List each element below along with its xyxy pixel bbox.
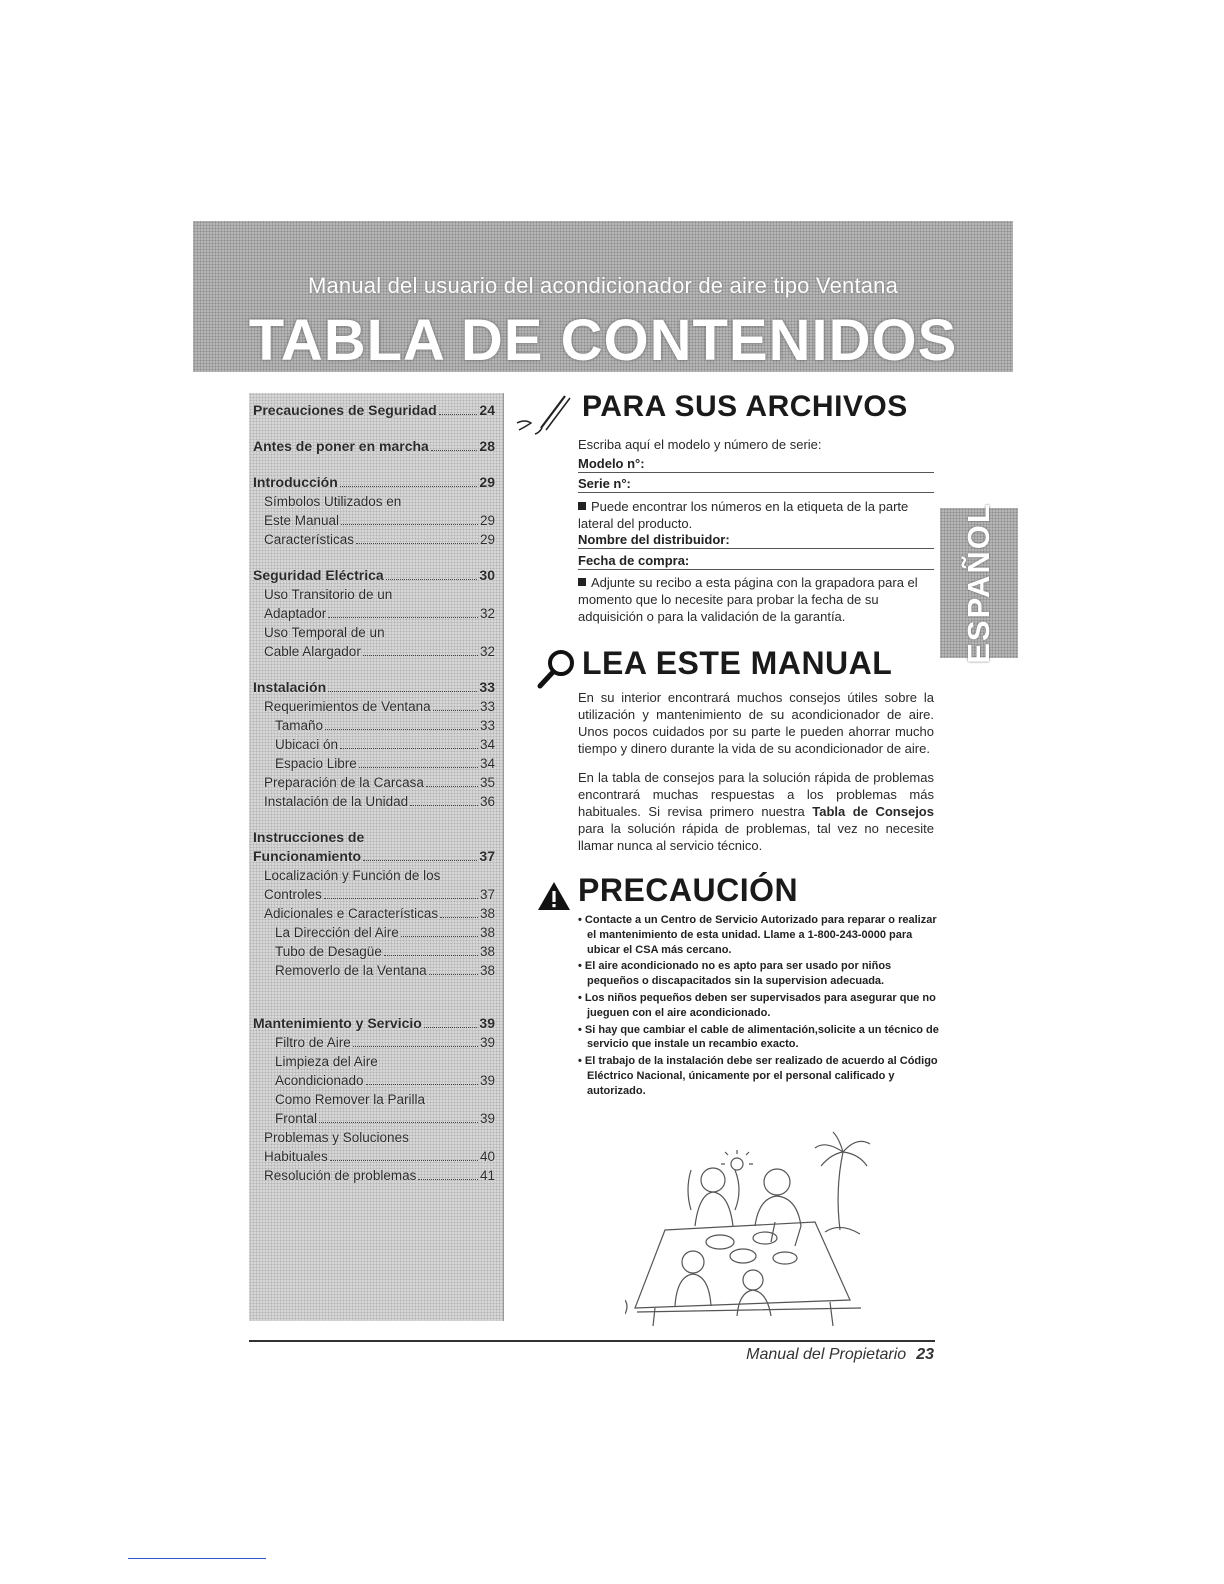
toc-entry[interactable]: Características 29 (264, 532, 495, 547)
precaucion-list (578, 913, 940, 1101)
toc-entry[interactable]: La Dirección del Aire 38 (275, 925, 495, 940)
toc-entry[interactable]: Espacio Libre 34 (275, 756, 495, 771)
footer-text: Manual del Propietario (746, 1346, 907, 1363)
footer-rule (249, 1340, 935, 1342)
toc-entry[interactable]: Cable Alargador 32 (264, 644, 495, 659)
toc-entry[interactable]: Requerimientos de Ventana 33 (264, 699, 495, 714)
toc-entry[interactable]: Tubo de Desagüe 38 (275, 944, 495, 959)
toc-entry[interactable]: Instalación de la Unidad 36 (264, 794, 495, 809)
page-title: TABLA DE CONTENIDOS (248, 308, 958, 373)
table-of-contents (249, 393, 504, 1321)
magnifier-icon (536, 646, 580, 690)
toc-entry[interactable]: Tamaño 33 (275, 718, 495, 733)
toc-entry[interactable]: Adicionales e Características 38 (264, 906, 495, 921)
toc-entry[interactable]: Preparación de la Carcasa 35 (264, 775, 495, 790)
precaucion-title: PRECAUCIÓN (578, 872, 799, 908)
language-tab-label: ESPAÑOL (961, 502, 996, 664)
manual-paragraph-1: En su interior encontrará muchos consejos útiles sobre la utilización y mantenimiento de su acondicionador de aire. Unos pocos cuidados por su parte le pueden ahorrar mucho tiempo y dinero durante la vida de su acondicionador de aire. (578, 690, 934, 756)
list-item: • El aire acondicionado no es apto para ser usado por niños pequeños o discapacitados sin la supervision adecuada. (578, 960, 892, 988)
toc-entry[interactable]: Acondicionado 39 (275, 1073, 495, 1088)
manual-paragraph-2: En la tabla de consejos para la solución rápida de problemas encontrará muchas respuestas a los problemas más habituales. Si revisa primero nuestra Tabla de Consejos para la solución rápida de problemas, tal vez no necesite llamar nunca al servicio técnico. (578, 770, 934, 853)
page-footer (746, 1346, 934, 1364)
list-item: • El trabajo de la instalación debe ser realizado de acuerdo al Código Eléctrico Nacional, únicamente por el personal calificado y autorizado. (578, 1055, 938, 1097)
language-tab (940, 502, 1018, 664)
toc-entry[interactable]: Frontal 39 (275, 1111, 495, 1126)
archivos-intro: Escriba aquí el modelo y número de serie: (578, 437, 822, 452)
title-banner (193, 221, 1013, 372)
square-bullet-icon (578, 578, 586, 586)
list-item: • Los niños pequeños deben ser supervisados para asegurar que no jueguen con el aire acondicionado. (578, 991, 936, 1019)
toc-entry[interactable]: Seguridad Eléctrica 30 (253, 567, 495, 583)
fecha-compra-field[interactable]: Fecha de compra: (578, 552, 934, 570)
toc-entry[interactable]: Habituales 40 (264, 1149, 495, 1164)
distribuidor-field[interactable]: Nombre del distribuidor: (578, 531, 934, 549)
toc-entry[interactable]: Resolución de problemas 41 (264, 1168, 495, 1183)
archivos-note-2: Adjunte su recibo a esta página con la grapadora para el momento que lo necesite para probar la fecha de su adquisición o para la validación de la garantía. (578, 575, 918, 624)
warning-icon (537, 881, 571, 911)
serie-field[interactable]: Serie n°: (578, 475, 934, 493)
page-number: 23 (916, 1346, 934, 1363)
toc-entry[interactable]: Mantenimiento y Servicio 39 (253, 1015, 495, 1031)
archivos-title: PARA SUS ARCHIVOS (582, 390, 908, 423)
toc-entry-line[interactable]: Problemas y Soluciones (264, 1130, 409, 1145)
toc-entry[interactable]: Instalación 33 (253, 679, 495, 695)
toc-entry[interactable]: Funcionamiento 37 (253, 848, 495, 864)
toc-entry[interactable]: Adaptador 32 (264, 606, 495, 621)
toc-entry[interactable]: Controles 37 (264, 887, 495, 902)
manual-title: LEA ESTE MANUAL (582, 645, 893, 681)
pen-icon (513, 392, 575, 436)
list-item: • Si hay que cambiar el cable de alimentación,solicite a un técnico de servicio que instale un recambio exacto. (578, 1023, 939, 1051)
bottom-link-line (128, 1558, 266, 1559)
archivos-note-1: Puede encontrar los números en la etiqueta de la parte lateral del producto. (578, 499, 909, 531)
toc-entry[interactable]: Antes de poner en marcha 28 (253, 438, 495, 454)
list-item: • Contacte a un Centro de Servicio Autorizado para reparar o realizar el mantenimiento de esta unidad. Llame a 1-800-243-0000 para ubicar el CSA más cercano. (578, 914, 937, 956)
toc-entry[interactable]: Precauciones de Seguridad 24 (253, 402, 495, 418)
banner-subtitle: Manual del usuario del acondicionador de aire tipo Ventana (307, 273, 899, 298)
toc-entry[interactable]: Ubicaci ón 34 (275, 737, 495, 752)
toc-entry[interactable]: Filtro de Aire 39 (275, 1035, 495, 1050)
toc-entry-line[interactable]: Símbolos Utilizados en (264, 494, 402, 509)
toc-entry-line[interactable]: Uso Temporal de un (264, 625, 385, 640)
toc-entry[interactable]: Removerlo de la Ventana 38 (275, 963, 495, 978)
toc-entry-line[interactable]: Limpieza del Aire (275, 1054, 378, 1069)
toc-entry[interactable]: Introducción 29 (253, 474, 495, 490)
toc-entry-line[interactable]: Uso Transitorio de un (264, 587, 393, 602)
picnic-illustration (625, 1130, 875, 1330)
square-bullet-icon (578, 502, 586, 510)
toc-entry-line[interactable]: Instrucciones de (253, 829, 365, 845)
modelo-field[interactable]: Modelo n°: (578, 455, 934, 473)
toc-entry-line[interactable]: Localización y Función de los (264, 868, 441, 883)
toc-entry[interactable]: Este Manual 29 (264, 513, 495, 528)
toc-entry-line[interactable]: Como Remover la Parilla (275, 1092, 426, 1107)
